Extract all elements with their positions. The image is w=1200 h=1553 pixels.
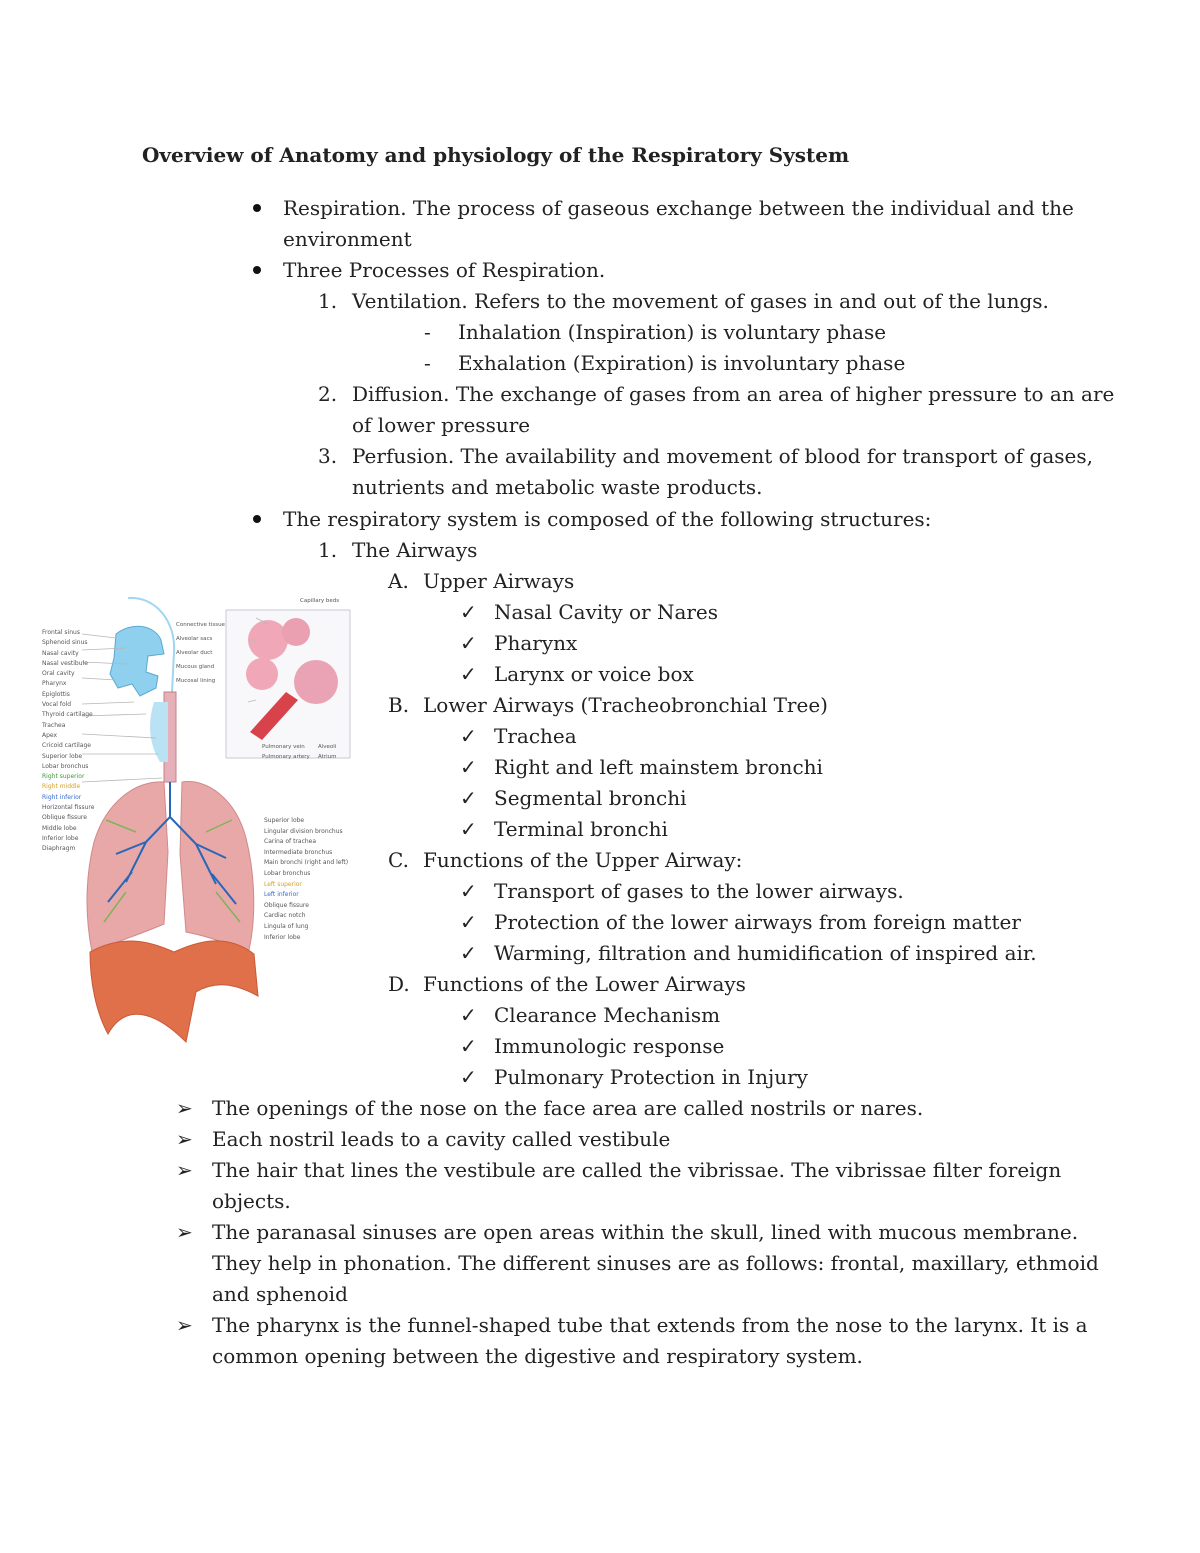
bullet-text-continued: environment (283, 227, 412, 251)
diagram-label: Main bronchi (right and left) (264, 859, 349, 867)
check-item: Pulmonary Protection in Injury (494, 1065, 808, 1089)
bullet-dot (253, 515, 261, 523)
diagram-label: Alveolar sacs (176, 636, 213, 642)
arrow-item-continued: They help in phonation. The different sinuses are as follows: frontal, maxillary, ethmoid (212, 1251, 1099, 1275)
list-item: The Airways (352, 538, 478, 562)
section-heading: Functions of the Lower Airways (423, 972, 746, 996)
bullet-text: Three Processes of Respiration. (283, 258, 606, 282)
sub-item: Exhalation (Expiration) is involuntary phase (458, 351, 906, 375)
diagram-label: Atrium (318, 754, 337, 760)
diagram-label: Carina of trachea (264, 838, 317, 846)
list-number: 1. (318, 289, 338, 313)
list-item: Ventilation. Refers to the movement of gases in and out of the lungs. (352, 289, 1049, 313)
check-icon: ✓ (460, 662, 477, 686)
check-icon: ✓ (460, 724, 477, 748)
check-item: Pharynx (494, 631, 578, 655)
arrow-item: The hair that lines the vestibule are called the vibrissae. The vibrissae filter foreign (212, 1158, 1062, 1182)
diagram-label: Oblique fissure (264, 901, 309, 909)
diagram-label: Epiglottis (42, 690, 70, 698)
diagram-label: Left superior (264, 880, 302, 888)
list-item-continued: nutrients and metabolic waste products. (352, 475, 763, 499)
arrow-item: The pharynx is the funnel-shaped tube that extends from the nose to the larynx. It is a (212, 1313, 1088, 1337)
diagram-label: Inferior lobe (264, 933, 301, 941)
arrow-item-continued: objects. (212, 1189, 291, 1213)
diagram-label: Thyroid cartilage (42, 711, 93, 719)
list-number: 1. (318, 538, 338, 562)
bullet-text: Respiration. The process of gaseous exchange between the individual and the (283, 196, 1074, 220)
alveolar-sac-shape (282, 618, 310, 646)
diagram-label: Sphenoid sinus (42, 639, 88, 647)
check-icon: ✓ (460, 1034, 477, 1058)
diagram-label: Vocal fold (42, 701, 72, 709)
list-number: 3. (318, 444, 338, 468)
diagram-label: Connective tissue (176, 622, 225, 628)
arrow-bullet-icon: ➢ (176, 1096, 193, 1120)
arrow-bullet-icon: ➢ (176, 1158, 193, 1182)
list-item-continued: of lower pressure (352, 413, 531, 437)
larynx-shape (150, 702, 168, 762)
list-item: Diffusion. The exchange of gases from an area of higher pressure to an are (352, 382, 1115, 406)
arrow-item-continued: and sphenoid (212, 1282, 348, 1306)
diagram-label: Lobar bronchus (42, 762, 89, 770)
diagram-label: Middle lobe (42, 824, 77, 832)
check-item: Warming, filtration and humidification of inspired air. (494, 941, 1037, 965)
section-heading: Functions of the Upper Airway: (423, 848, 743, 872)
check-item: Immunologic response (494, 1034, 725, 1058)
check-icon: ✓ (460, 786, 477, 810)
diagram-label: Lingula of lung (264, 922, 309, 930)
diagram-label: Mucous gland (176, 664, 215, 670)
check-item: Trachea (494, 724, 577, 748)
diagram-label: Superior lobe (264, 817, 305, 824)
arrow-bullet-icon: ➢ (176, 1220, 193, 1244)
diagram-label: Nasal vestibule (42, 659, 88, 667)
diagram-label: Pulmonary artery (262, 754, 310, 760)
check-item: Clearance Mechanism (494, 1003, 721, 1027)
bullet-dot (253, 204, 261, 212)
diagram-label: Pulmonary vein (262, 744, 305, 750)
check-icon: ✓ (460, 941, 477, 965)
diagram-label: Inferior lobe (42, 834, 79, 842)
dash-marker: - (424, 351, 431, 375)
alveolar-sac-shape (294, 660, 338, 704)
page-title: Overview of Anatomy and physiology of the Respiratory System (142, 143, 850, 167)
diagram-label: Oblique fissure (42, 814, 87, 822)
bullet-text: The respiratory system is composed of the following structures: (283, 507, 932, 531)
check-icon: ✓ (460, 631, 477, 655)
nasal-airway-shape (110, 626, 164, 696)
sub-item: Inhalation (Inspiration) is voluntary phase (458, 320, 887, 344)
section-heading: Lower Airways (Tracheobronchial Tree) (423, 693, 828, 717)
check-icon: ✓ (460, 1003, 477, 1027)
right-lung-shape (87, 782, 168, 952)
check-icon: ✓ (460, 817, 477, 841)
check-icon: ✓ (460, 755, 477, 779)
arrow-item: Each nostril leads to a cavity called vestibule (212, 1127, 671, 1151)
list-item: Perfusion. The availability and movement of blood for transport of gases, (352, 444, 1093, 468)
diagram-label: Intermediate bronchus (264, 848, 333, 856)
diagram-label: Trachea (42, 721, 66, 729)
diagram-label: Right middle (42, 783, 81, 791)
alveolar-sac-shape (246, 658, 278, 690)
diagram-label: Mucosal lining (176, 678, 216, 684)
check-icon: ✓ (460, 600, 477, 624)
diagram-label: Alveolar duct (176, 650, 213, 656)
bullet-dot (253, 266, 261, 274)
arrow-item-continued: common opening between the digestive and respiratory system. (212, 1344, 863, 1368)
diagram-label: Cardiac notch (264, 912, 306, 920)
diagram-label: Apex (42, 731, 58, 739)
check-item: Segmental bronchi (494, 786, 687, 810)
diagram-label: Right inferior (42, 793, 82, 801)
check-item: Nasal Cavity or Nares (494, 600, 719, 624)
arrow-item: The paranasal sinuses are open areas within the skull, lined with mucous membrane. (212, 1220, 1079, 1244)
letter-marker: C. (388, 848, 409, 872)
check-item: Terminal bronchi (494, 817, 668, 841)
check-item: Right and left mainstem bronchi (494, 755, 823, 779)
diagram-label: Oral cavity (42, 670, 75, 678)
respiratory-system-diagram (36, 592, 356, 1052)
diagram-label: Cricoid cartilage (42, 742, 91, 750)
arrow-bullet-icon: ➢ (176, 1313, 193, 1337)
diagram-label: Alveoli (318, 744, 337, 750)
check-icon: ✓ (460, 879, 477, 903)
diagram-label: Diaphragm (42, 845, 76, 853)
diagram-label: Lingular division bronchus (264, 827, 343, 835)
diagram-label: Right superior (42, 773, 85, 781)
check-icon: ✓ (460, 910, 477, 934)
arrow-item: The openings of the nose on the face area are called nostrils or nares. (212, 1096, 924, 1120)
check-item: Protection of the lower airways from foreign matter (494, 910, 1021, 934)
left-lung-shape (180, 782, 254, 954)
arrow-bullet-icon: ➢ (176, 1127, 193, 1151)
diagram-label: Horizontal fissure (42, 804, 95, 812)
check-item: Larynx or voice box (494, 662, 694, 686)
check-item: Transport of gases to the lower airways. (494, 879, 904, 903)
diagram-label: Superior lobe (42, 752, 83, 760)
letter-marker: A. (388, 569, 409, 593)
list-number: 2. (318, 382, 338, 406)
diagram-label: Capillary beds (300, 598, 340, 604)
letter-marker: D. (388, 972, 410, 996)
diagram-label: Frontal sinus (42, 629, 80, 636)
letter-marker: B. (388, 693, 410, 717)
section-heading: Upper Airways (423, 569, 575, 593)
diagram-label: Lobar bronchus (264, 869, 311, 877)
dash-marker: - (424, 320, 431, 344)
diaphragm-shape (90, 941, 258, 1042)
diagram-label: Nasal cavity (42, 649, 79, 657)
check-icon: ✓ (460, 1065, 477, 1089)
diagram-label: Left inferior (264, 891, 299, 899)
diagram-label: Pharynx (42, 680, 67, 688)
